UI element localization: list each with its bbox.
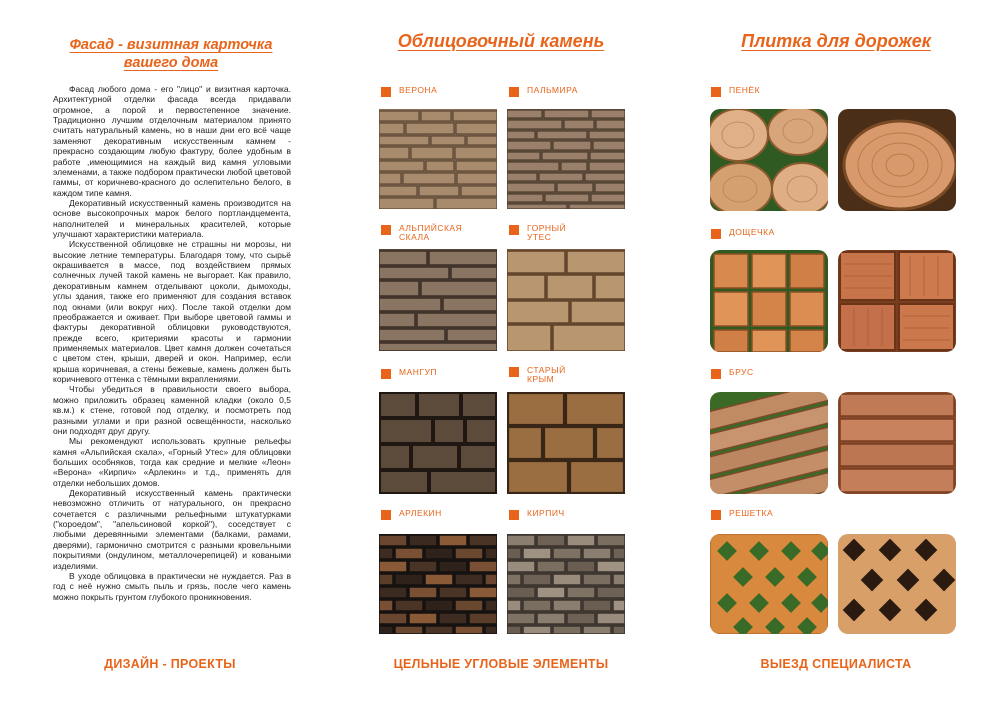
paving-sample-beam-1 [710,392,828,494]
stone-sample-old-crimea [507,392,625,494]
label-arlekin [381,509,442,520]
bullet-square [509,367,519,377]
arlekin-brick-texture [379,534,497,634]
paragraph: Декоративный искусственный камень практически невозможно отличить от натурального, он прекрасно сочетается с различными рельефными штукатурками ("короедом", "апельсиновой коркой"), соседствует с любыми деревянными элементами (балками, рамами, дверями), гармонично смотрится с разными кровельными покрытиями (ондулином, металлочерепицей) и коваными изделиями. [53,488,291,571]
label-text: ПЕНЁК [729,85,761,95]
bullet-square [381,87,391,97]
stone-sample-brick [507,534,625,634]
beam-paving-texture [710,392,828,494]
bullet-square [509,225,519,235]
left-footer: ДИЗАЙН - ПРОЕКТЫ [104,657,236,671]
paving-sample-lattice-2 [838,534,956,634]
label-palmira [509,86,578,97]
bullet-square [711,369,721,379]
plank-closeup-texture [838,250,956,352]
label-plank [711,228,775,239]
label-text: КИРПИЧ [527,508,565,518]
stump-paving-texture [710,109,828,211]
bullet-square [711,510,721,520]
label-text: ДОЩЕЧКА [729,227,775,237]
paving-sample-plank-1 [710,250,828,352]
paragraph: Мы рекомендуют использовать крупные рельефы камня «Альпийская скала», «Горный Утес» для облицовки больших особняков, тогда как средние и мелкие «Леон» «Верона» «Кирпич» «Арлекин» и т.д., применять для отделки небольших домов. [53,436,291,488]
stone-sample-mountain-cliff [507,249,625,351]
left-title [40,36,302,72]
paving-sample-lattice-1 [710,534,828,634]
label-text: БРУС [729,367,754,377]
paving-sample-beam-2 [838,392,956,494]
paragraph: Фасад любого дома - его "лицо" и визитная карточка. Архитектурной отделки фасада всегда придавали огромное, а порой и первостепенное значение. Традиционно лучшим отделочным материалом принято считать натуральный камень, но в наши дни его всё чаще заменяют декоративным искусственным камнем - прекрасно создающим любую фактуру, более удобным в работе ,имеющимися на каждый вид камня угловыми элеменами, а также подбором практически любой цветовой гаммы, от коричнево-красного до ослепительно белого, в каждом типе камня. [53,84,291,198]
label-brick [509,509,565,520]
paving-sample-stump-1 [710,109,828,211]
label-mangup [381,368,437,379]
stone-sample-arlekin [379,534,497,634]
alpine-rock-texture [379,249,497,351]
label-text: АРЛЕКИН [399,508,442,518]
middle-footer: ЦЕЛЬНЫЕ УГЛОВЫЕ ЭЛЕМЕНТЫ [393,657,609,671]
bullet-square [509,510,519,520]
stone-sample-palmira [507,109,625,209]
label-text: СТАРЫЙ КРЫМ [527,365,566,384]
right-title: Плитка для дорожек [741,31,931,51]
label-text: РЕШЕТКА [729,508,774,518]
paragraph: Искусственной облицовке не страшны ни морозы, ни высокие летние температуры. Благодаря тому, что сырьё окрашивается в массе, под воздействием прямых солнечных лучей такой камень не выгорает. Как правило, декоративным камнем отделывают цоколи, дымоходы, углы здания, также его применяют для создания вставок под окнами (или вокруг них). После такой отделки дом преображается и оживает. При выборе цветовой гаммы и фактуры декоративной облицовки руководствуются, прежде всего, критериями красоты и гармонии применяемых материалов. Цвет камня должен сочетаться с цветом стен, крыши, дверей и окон. Например, если крыша коричневая, а стены бежевые, камень должен быть коричневого оттенка с тёмными вкраплениями. [53,239,291,385]
left-body-text [53,84,291,602]
label-text: АЛЬПИЙСКАЯ СКАЛА [399,223,463,242]
brick-texture [507,534,625,634]
bullet-square [711,229,721,239]
paragraph: Декоративный искусственный камень производится на основе высокопрочных марок белого портландцемента, наполнителей и минеральных красителей, которые улучшают характеристики материала. [53,197,291,240]
stone-sample-mangup [379,392,497,494]
label-alpine-rock [381,224,462,242]
paragraph: Чтобы убедиться в правильности своего выбора, можно приложить образец каменной кладки (около 0,5 кв.м.) к стене, готовой под отделку, и посмотреть под разными углами и при разной освещённости, насколько они подходят друг другу. [53,384,291,436]
paragraph: В уходе облицовка в практически не нуждается. Раз в год с неё нужно смыть пыль и грязь, после чего камень можно покрыть грунтом глубокого проникновения. [53,570,291,602]
mountain-cliff-texture [507,249,625,351]
label-beam [711,368,754,379]
label-text: МАНГУП [399,367,438,377]
bullet-square [509,87,519,97]
beam-closeup-texture [838,392,956,494]
stone-sample-verona [379,109,497,209]
stone-sample-alpine-rock [379,249,497,351]
left-title-line2: вашего дома [123,55,219,71]
bullet-square [381,225,391,235]
label-text: ПАЛЬМИРА [527,85,578,95]
lattice-closeup-texture [838,534,956,634]
paving-sample-plank-2 [838,250,956,352]
label-stump [711,86,760,97]
plank-paving-texture [710,250,828,352]
label-lattice [711,509,773,520]
label-text: ГОРНЫЙ УТЕС [527,223,567,242]
bullet-square [381,369,391,379]
label-mountain-cliff [509,224,566,242]
right-footer: ВЫЕЗД СПЕЦИАЛИСТА [760,657,912,671]
label-text: ВЕРОНА [399,85,438,95]
middle-title: Облицовочный камень [397,31,605,51]
stump-closeup-texture [838,109,956,211]
label-old-crimea [509,366,566,384]
bullet-square [711,87,721,97]
bullet-square [381,510,391,520]
lattice-paving-texture [710,534,828,634]
left-title-line1: Фасад - визитная карточка [69,37,273,53]
verona-stone-texture [379,109,497,209]
palmira-stone-texture [507,109,625,209]
paving-sample-stump-2 [838,109,956,211]
label-verona [381,86,437,97]
mangup-stone-texture [379,392,497,494]
old-crimea-texture [507,392,625,494]
